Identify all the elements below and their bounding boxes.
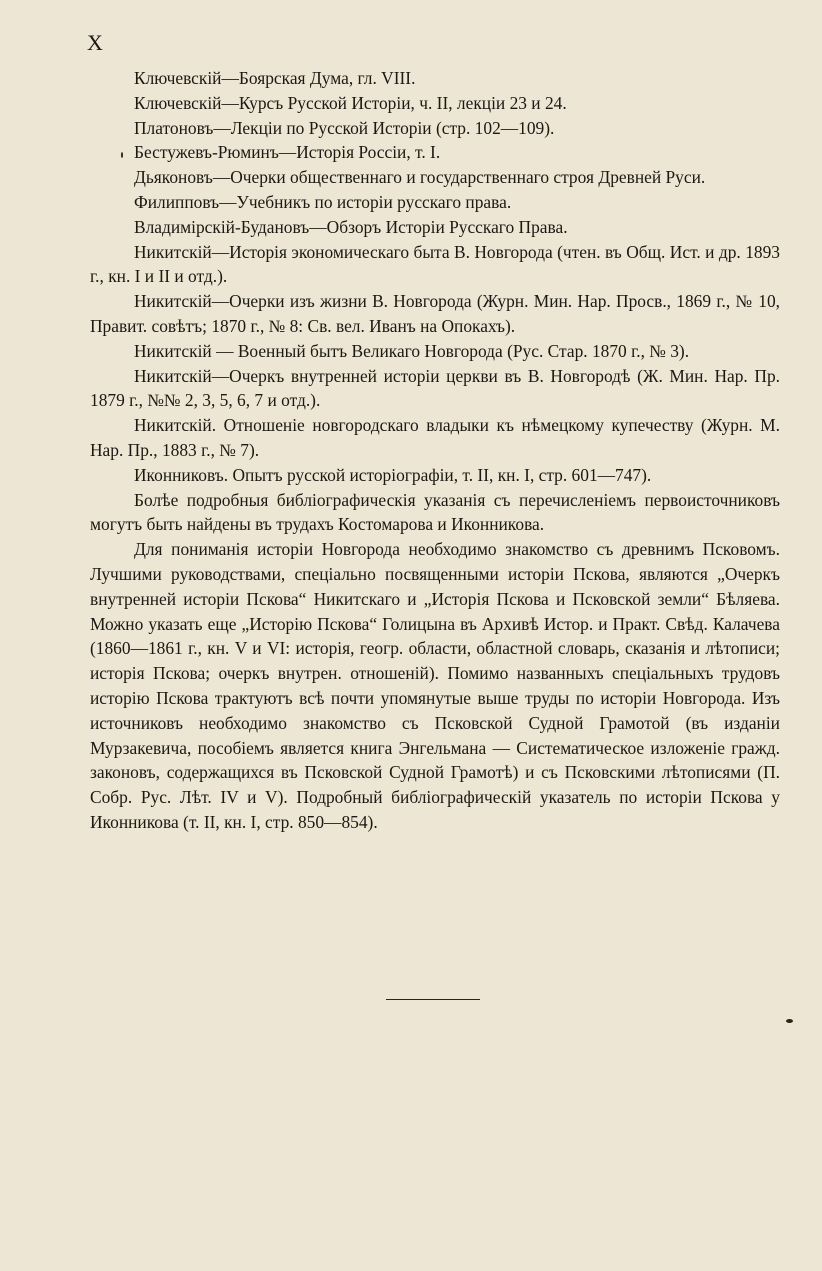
ink-speck <box>121 152 123 158</box>
section-divider <box>386 999 480 1000</box>
reference-entry: Иконниковъ. Опытъ русской исторіографіи, т. II, кн. I, стр. 601—747). <box>134 464 652 485</box>
reference-entry: Никитскій — Военный бытъ Великаго Новгорода (Рус. Стар. 1870 г., № 3). <box>134 340 690 361</box>
reference-entry: Никитскій—Очеркъ внутренней исторіи церкви въ В. Новгородѣ (Ж. Мин. Нар. Пр. 1879 г., №№ 2, 3, 5, 6, 7 и отд.). <box>90 365 780 411</box>
page-number: X <box>87 30 104 55</box>
ink-speck <box>786 1019 793 1023</box>
reference-entry: Никитскій—Очерки изъ жизни В. Новгорода (Журн. Мин. Нар. Просв., 1869 г., № 10, Правит. совѣтъ; 1870 г., № 8: Св. вел. Иванъ на Опокахъ). <box>90 291 780 336</box>
reference-entry: Ключевскій—Боярская Дума, гл. VIII. <box>134 68 416 88</box>
reference-entry: Ключевскій—Курсъ Русской Исторіи, ч. II, лекціи 23 и 24. <box>134 92 567 113</box>
reference-entry: Платоновъ—Лекціи по Русской Исторіи (стр. 102—109). <box>134 117 555 138</box>
reference-entry: Никитскій. Отношеніе новгородскаго владыки къ нѣмецкому купечеству (Журн. М. Нар. Пр., 1883 г., № 7). <box>90 415 780 460</box>
body-paragraph: Болѣе подробныя библіографическія указанія съ перечисленіемъ первоисточниковъ могутъ быть найдены въ трудахъ Костомарова и Иконникова. <box>90 489 780 535</box>
reference-entry: Бестужевъ-Рюминъ—Исторія Россіи, т. I. <box>134 142 441 163</box>
reference-entry: Дьяконовъ—Очерки общественнаго и государственнаго строя Древней Руси. <box>134 167 706 188</box>
reference-entry: Владимірскій-Будановъ—Обзоръ Исторіи Русскаго Права. <box>134 216 568 237</box>
reference-entry: Филипповъ—Учебникъ по исторіи русскаго права. <box>134 191 512 212</box>
body-text <box>90 66 780 835</box>
body-paragraph: Для пониманія исторіи Новгорода необходимо знакомство съ древнимъ Псковомъ. Лучшими руководствами, спеціально посвященными исторіи Пскова, являются „Очеркъ внутренней исторіи Пскова“ Никитскаго и „Исторія Пскова и Псковской земли“ Бѣляева. Можно указать еще „Исторію Пскова“ Голицына въ Архивѣ Истор. и Практ. Свѣд. Калачева (1860—1861 г., кн. V и VI: исторія, геогр. области, областной словарь, сказанія и лѣтописи; исторія Пскова; очеркъ внутрен. отношеній). Помимо названныхъ спеціальныхъ трудовъ исторію Пскова трактуютъ всѣ почти упомянутые выше труды по исторіи Новгорода. Изъ источниковъ необходимо знакомство съ Псковской Судной Грамотой (въ изданіи Мурзакевича, пособіемъ является книга Энгельмана — Систематическое изложеніе гражд. законовъ, содержащихся въ Псковской Судной Грамотѣ) и съ Псковскими лѣтописями (П. Собр. Рус. Лѣт. IV и V). Подробный библіографическій указатель по исторіи Пскова у Иконникова (т. II, кн. I, стр. 850—854). <box>90 539 780 832</box>
reference-entry: Никитскій—Исторія экономическаго быта В. Новгорода (чтен. въ Общ. Ист. и др. 1893 г., кн. I и II и отд.). <box>90 241 780 287</box>
